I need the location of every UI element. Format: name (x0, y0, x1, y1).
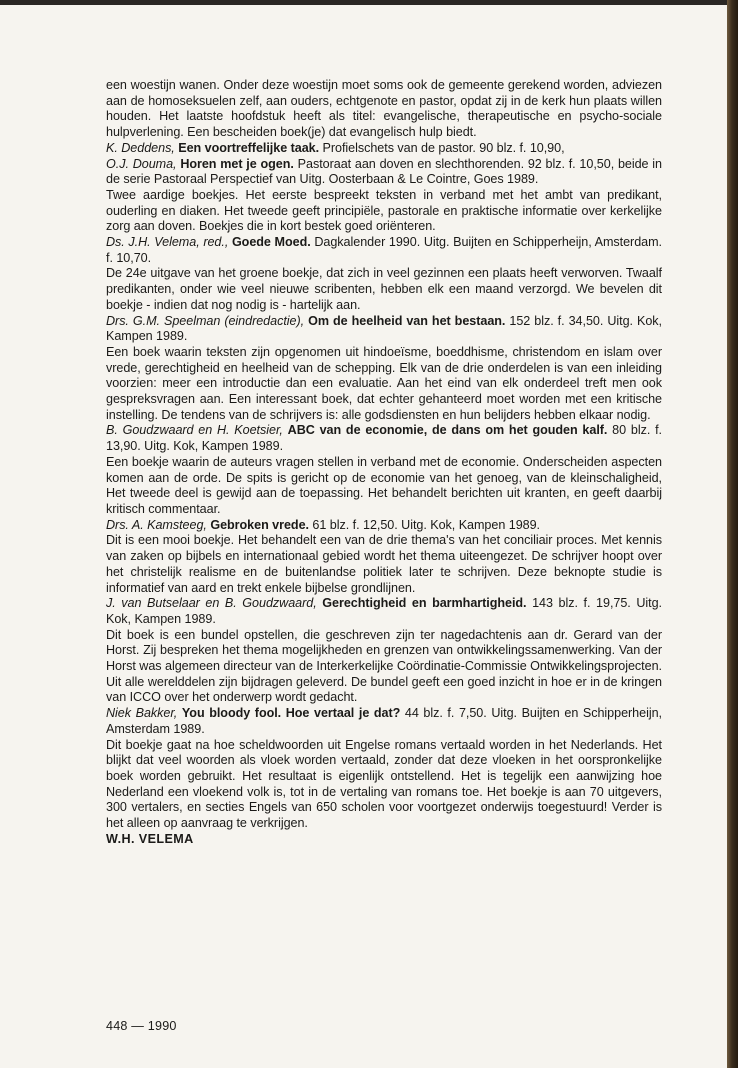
review-body: Dit boek is een bundel opstellen, die geschreven zijn ter nagedachtenis aan dr. Gerard van der Horst. Zij bespreken het thema mogelijkheden en grenzen van ontwikkelingssamenwerking. Van der Horst was algemeen directeur van de Interkerkelijke Coördinatie-Commissie Ontwikkelingsprojecten. Uit alle werelddelen zijn bijdragen geleverd. De bundel geeft een goed inzicht in hoe er in de kringen van ICCO over het onderwerp wordt gedacht. (106, 627, 662, 705)
review-body: Een boekje waarin de auteurs vragen stellen in verband met de economie. Onderscheiden aspecten komen aan de orde. De spits is gericht op de economie van het genoeg, van de kleinschaligheid, Het tweede deel is gewijd aan de toepassing. Het behandelt berichten uit kranten, en geeft daarbij kritisch commentaar. (106, 454, 662, 516)
review-entry (106, 314, 662, 345)
review-meta: 44 blz. f. 7,50. Uitg. Buijten en Schipperheijn, Amsterdam 1989. (106, 706, 662, 736)
review-body: De 24e uitgave van het groene boekje, dat zich in veel gezinnen een plaats heeft verworven. Twaalf predikanten, onder wie veel nieuwe scribenten, hebben elk een maand verzorgd. We bevelen dit boekje - indien dat nog nodig is - hartelijk aan. (106, 266, 662, 312)
review-entry (106, 596, 662, 627)
review-title: You bloody fool. Hoe vertaal je dat? (181, 706, 401, 721)
review-title: Gerechtigheid en barmhartigheid. (322, 596, 527, 611)
review-meta: Profielschets van de pastor. 90 blz. f. 10,90, (319, 140, 565, 155)
review-title: Om de heelheid van het bestaan. (308, 313, 506, 328)
review-author: Niek Bakker, (106, 706, 178, 721)
review-author: Drs. G.M. Speelman (eindredactie), (106, 313, 305, 328)
review-author: Ds. J.H. Velema, red., (106, 235, 229, 250)
review-body: Dit boekje gaat na hoe scheldwoorden uit Engelse romans vertaald worden in het Nederlands. Het blijkt dat veel woorden als vloek worden vertaald, zonder dat deze vloeken in het oorspronkelijke boek worden gebruikt. Het resultaat is eigenlijk ontstellend. Het is tegelijk een aanwijzing hoe Nederland een vloekend volk is, tot in de vertaling van romans toe. Het boekje is aan 70 uitgevers, 300 vertalers, en secties Engels van 650 scholen voor voortgezet onderwijs toegestuurd! Verder is het alleen op aanvraag te verkrijgen. (106, 737, 662, 831)
review-title: ABC van de economie, de dans om het gouden kalf. (287, 423, 608, 438)
review-meta: 143 blz. f. 19,75. Uitg. Kok, Kampen 1989. (106, 596, 663, 626)
review-body: Twee aardige boekjes. Het eerste bespreekt teksten in verband met het ambt van predikant, ouderling en diaken. Het tweede geeft principiële, pastorale en praktische informatie over kerkelijke zorg aan doven. Boekjes die in kort bestek goed oriënteren. (106, 187, 662, 234)
review-meta: 80 blz. f. 13,90. Uitg. Kok, Kampen 1989. (106, 423, 662, 454)
review-title: Gebroken vrede. (210, 517, 309, 532)
review-author: O.J. Douma, (106, 156, 177, 171)
review-title: Een voortreffelijke taak. (178, 140, 320, 155)
review-body: Een boek waarin teksten zijn opgenomen uit hindoeïsme, boeddhisme, christendom en islam over vrede, gerechtigheid en heelheid van de schepping. Elk van de drie onderdelen is van een inleiding voorzien: meer een introductie dan een evaluatie. Aan het eind van elk onderdeel treft men ook gespreksvragen aan. Een interessant boek, dat echter gehanteerd moet worden met een kritische instelling. De tendens van de schrijvers is: alle godsdiensten en hun belijders hebben elkaar nodig. (106, 344, 662, 422)
review-entry (106, 235, 662, 266)
scan-edge-right (727, 0, 738, 1068)
review-entry (106, 141, 662, 157)
review-column (106, 78, 662, 847)
review-entry (106, 423, 662, 454)
intro-paragraph: een woestijn wanen. Onder deze woestijn moet soms ook de gemeente gerekend worden, adviezen aan de homoseksuelen zelf, aan ouders, echtgenote en pastor, opdat zij in de kerk hun plaats willen houden. Het laatste hoofdstuk heeft als titel: evangelische, therapeutische en psycho-sociale hulpverlening. Een bescheiden boek(je) dat evangelisch hulp biedt. (106, 78, 662, 140)
review-title: Horen met je ogen. (180, 156, 294, 171)
review-meta: Dagkalender 1990. Uitg. Buijten en Schipperheijn, Amsterdam. f. 10,70. (106, 235, 662, 265)
review-author: J. van Butselaar en B. Goudzwaard, (106, 596, 317, 611)
reviewer-signature: W.H. VELEMA (106, 831, 194, 846)
scan-edge-top (0, 0, 738, 5)
review-title: Goede Moed. (231, 235, 311, 250)
review-meta: 61 blz. f. 12,50. Uitg. Kok, Kampen 1989. (308, 517, 541, 532)
review-author: B. Goudzwaard en H. Koetsier, (106, 423, 283, 438)
review-entry (106, 157, 662, 188)
review-author: K. Deddens, (106, 140, 175, 155)
review-meta: 152 blz. f. 34,50. Uitg. Kok, Kampen 1989. (106, 313, 662, 344)
page-number: 448 — 1990 (106, 1019, 177, 1033)
review-author: Drs. A. Kamsteeg, (106, 517, 207, 532)
review-entry (106, 706, 662, 737)
review-entry (106, 518, 662, 534)
review-body: Dit is een mooi boekje. Het behandelt een van de drie thema's van het conciliair proces. Met kennis van zaken op bijbels en internationaal gebied wordt het thema uiteengezet. De schrijver hoopt over het christelijk realisme en de buitenlandse politiek later te schrijven. Deze beknopte studie is informatief van aard en trekt enkele bijbelse grondlijnen. (106, 533, 662, 595)
review-meta: Pastoraat aan doven en slechthorenden. 92 blz. f. 10,50, beide in de serie Pastoraal Perspectief van Uitg. Oosterbaan & Le Cointre, Goes 1989. (106, 156, 663, 187)
